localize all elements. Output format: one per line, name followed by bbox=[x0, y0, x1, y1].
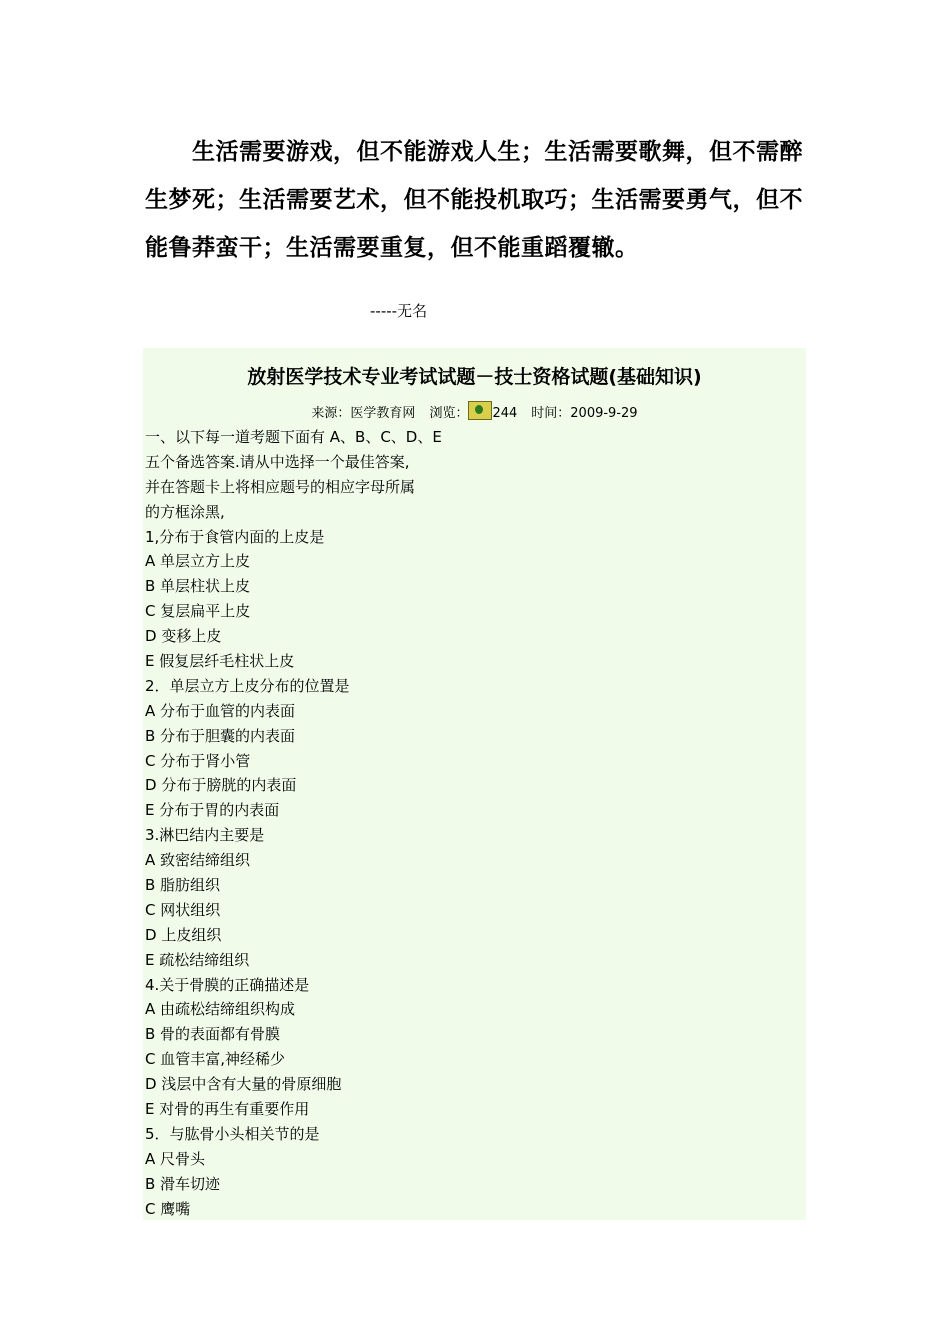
article-panel bbox=[143, 348, 806, 1220]
question-line: A 单层立方上皮 bbox=[145, 552, 251, 571]
question-line: E 分布于胃的内表面 bbox=[145, 801, 280, 820]
question-line: B 滑车切迹 bbox=[145, 1174, 221, 1193]
question-line: A 分布于血管的内表面 bbox=[145, 701, 296, 720]
question-line: 一、以下每一道考题下面有 A、B、C、D、E bbox=[145, 428, 442, 446]
question-line: D 上皮组织 bbox=[145, 925, 222, 944]
question-line: 1,分布于食管内面的上皮是 bbox=[145, 527, 325, 546]
quote-text: 生活需要游戏，但不能游戏人生；生活需要歌舞，但不需醉生梦死；生活需要艺术，但不能投机取巧；生活需要勇气，但不能鲁莽蛮干；生活需要重复，但不能重蹈覆辙。 bbox=[145, 139, 803, 261]
time-label: 时间：2009-9-29 bbox=[531, 406, 638, 421]
question-line: B 单层柱状上皮 bbox=[145, 577, 251, 596]
question-line: A 由疏松结缔组织构成 bbox=[145, 1000, 296, 1019]
question-line: A 致密结缔组织 bbox=[145, 851, 251, 870]
question-line: A 尺骨头 bbox=[145, 1149, 206, 1168]
question-line: 的方框涂黑, bbox=[145, 502, 225, 521]
question-line: E 疏松结缔组织 bbox=[145, 950, 250, 969]
views-label: 浏览： bbox=[429, 406, 469, 421]
question-line: D 变移上皮 bbox=[145, 627, 222, 646]
question-line: D 分布于膀胱的内表面 bbox=[145, 776, 297, 795]
question-line: 五个备选答案.请从中选择一个最佳答案, bbox=[145, 452, 410, 471]
question-list bbox=[143, 425, 806, 1222]
article-meta bbox=[143, 401, 806, 423]
question-line: 3.淋巴结内主要是 bbox=[145, 826, 265, 845]
question-line: C 网状组织 bbox=[145, 900, 221, 919]
question-line: B 分布于胆囊的内表面 bbox=[145, 726, 296, 745]
article-title: 放射医学技术专业考试试题－技士资格试题(基础知识) bbox=[247, 366, 702, 388]
question-line: E 对骨的再生有重要作用 bbox=[145, 1100, 310, 1119]
question-line: C 分布于肾小管 bbox=[145, 751, 251, 770]
quote-author: -----无名 bbox=[370, 302, 428, 320]
question-line: E 假复层纤毛柱状上皮 bbox=[145, 652, 295, 671]
question-line: B 脂肪组织 bbox=[145, 876, 221, 895]
question-line: C 鹰嘴 bbox=[145, 1199, 191, 1218]
views-icon bbox=[468, 401, 492, 420]
question-line: C 血管丰富,神经稀少 bbox=[145, 1050, 286, 1069]
question-line: C 复层扁平上皮 bbox=[145, 602, 251, 621]
question-line: 4.关于骨膜的正确描述是 bbox=[145, 975, 310, 994]
views-count: 244 bbox=[492, 406, 518, 421]
source-label: 来源：医学教育网 bbox=[311, 406, 416, 421]
question-line: D 浅层中含有大量的骨原细胞 bbox=[145, 1075, 342, 1094]
question-line: B 骨的表面都有骨膜 bbox=[145, 1025, 281, 1044]
question-line: 5．与肱骨小头相关节的是 bbox=[145, 1124, 320, 1143]
question-line: 2．单层立方上皮分布的位置是 bbox=[145, 676, 350, 695]
question-line: 并在答题卡上将相应题号的相应字母所属 bbox=[145, 477, 416, 496]
